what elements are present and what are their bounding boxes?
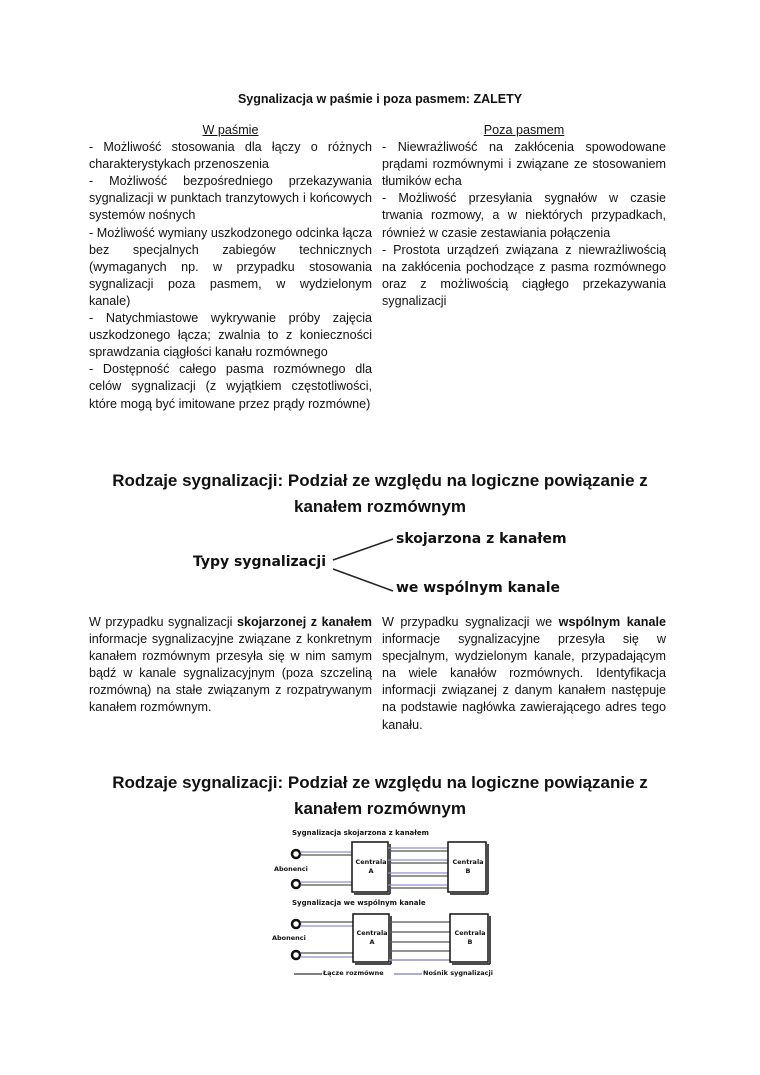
common-rest: informacje sygnalizacyjne przesyła się w specjalnym, wydzielonym kanale, przypadającym na wiele kanałów rozmównych. Identyfikacja informacji związanej z danym kanałem następuje na podstawie nagłówka zawierającego adres tego kanału. xyxy=(382,632,666,732)
common-prefix: W przypadku sygnalizacji we xyxy=(382,615,559,629)
section1-title: Sygnalizacja w paśmie i poza pasmem: ZALETY xyxy=(237,92,523,106)
out-of-band-column xyxy=(382,122,666,310)
diagram-caption-associated: Sygnalizacja skojarzona z kanałem xyxy=(292,829,429,837)
legend-signaling-carrier: Nośnik sygnalizacji xyxy=(423,969,493,977)
in-band-column xyxy=(89,122,372,413)
exchange-a-bottom: Centrala A xyxy=(356,929,388,946)
associated-bold: skojarzonej z kanałem xyxy=(236,615,372,629)
exchange-b-top: Centrala B xyxy=(452,858,484,875)
diagram-caption-common: Sygnalizacja we wspólnym kanale xyxy=(292,899,426,907)
in-band-item: - Dostępność całego pasma rozmównego dla celów sygnalizacji (z wyjątkiem częstotliwości, które mogą być imitowane przez prądy rozmówne) xyxy=(89,362,372,411)
signaling-types-tree xyxy=(185,525,585,605)
in-band-heading: W paśmie xyxy=(202,123,259,137)
in-band-item: - Możliwość bezpośredniego przekazywania sygnalizacji w punktach tranzytowych i końcowych systemów nośnych xyxy=(89,174,372,223)
out-of-band-item: - Możliwość przesyłania sygnałów w czasie trwania rozmowy, a w niektórych przypadkach, również w czasie zestawiania połączenia xyxy=(382,191,666,240)
out-of-band-item: - Prostota urządzeń związana z niewrażliwością na zakłócenia pochodzące z pasma rozmównego oraz z możliwością ciągłego przekazywania sygnalizacji xyxy=(382,242,666,308)
tree-branch-associated: skojarzona z kanałem xyxy=(396,531,567,547)
diagram-subscribers-bottom: Abonenci xyxy=(272,934,306,942)
tree-root-label: Typy sygnalizacji xyxy=(193,554,327,570)
common-channel-description xyxy=(382,614,666,734)
section3-title: Rodzaje sygnalizacji: Podział ze względu na logiczne powiązanie z kanałem rozmównym xyxy=(112,773,648,818)
in-band-item: - Możliwość wymiany uszkodzonego odcinka łącza bez specjalnych zabiegów technicznych (wymaganych np. w przypadku stosowania sygnalizacji poza pasmem, w wydzielonym kanale) xyxy=(89,225,372,308)
legend-voice-line: Łącze rozmówne xyxy=(323,969,384,977)
out-of-band-item: - Niewrażliwość na zakłócenia spowodowane prądami rozmównymi i związane ze stosowaniem tłumików echa xyxy=(382,140,666,189)
associated-description xyxy=(89,614,372,717)
in-band-item: - Natychmiastowe wykrywanie próby zajęcia uszkodzonego łącza; zwalnia to z konieczności sprawdzania ciągłości kanału rozmównego xyxy=(89,311,372,360)
in-band-item: - Możliwość stosowania dla łączy o różnych charakterystykach przenoszenia xyxy=(89,140,372,172)
common-bold: wspólnym kanale xyxy=(558,615,666,629)
out-of-band-heading: Poza pasmem xyxy=(483,123,565,137)
tree-branch-common-channel: we wspólnym kanale xyxy=(396,580,561,596)
associated-prefix: W przypadku sygnalizacji xyxy=(89,615,237,629)
section2-title: Rodzaje sygnalizacji: Podział ze względu na logiczne powiązanie z kanałem rozmównym xyxy=(112,471,648,516)
exchange-b-bottom: Centrala B xyxy=(454,929,486,946)
signaling-diagram xyxy=(260,826,500,986)
exchange-a-top: Centrala A xyxy=(355,858,387,875)
diagram-subscribers-top: Abonenci xyxy=(274,865,308,873)
associated-rest: informacje sygnalizacyjne związane z konkretnym kanałem rozmównym przesyła się w nim samym bądź w kanale sygnalizacyjnym (poza szczeliną rozmówną) na stałe związanym z rozpatrywanym kanałem rozmównym. xyxy=(89,632,372,715)
